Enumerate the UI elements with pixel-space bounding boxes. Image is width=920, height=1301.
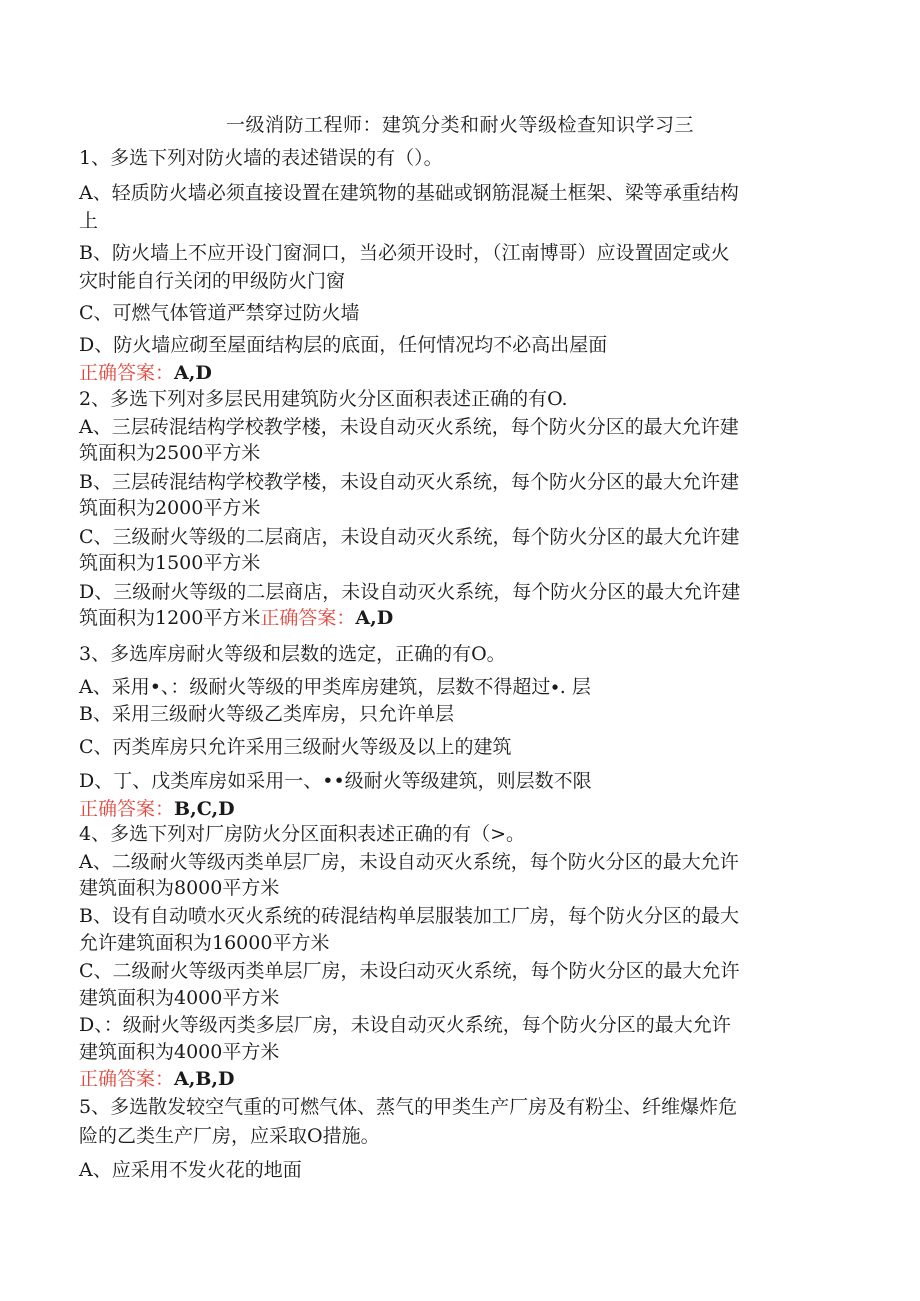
- question-2-stem: 2、多选下列对多层民用建筑防火分区面积表述正确的有O.: [79, 388, 568, 410]
- question-4-option-d-cont: 建筑面积为4000平方米: [79, 1041, 280, 1063]
- question-4-option-b: B、设有自动喷水灭火系统的砖混结构单层服装加工厂房，每个防火分区的最大: [79, 905, 739, 927]
- question-2-option-b: B、三层砖混结构学校教学楼，未设自动灭火系统，每个防火分区的最大允许建: [79, 471, 739, 493]
- question-1-option-c: C、可燃气体管道严禁穿过防火墙: [79, 302, 360, 324]
- question-4-answer: [79, 1067, 839, 1091]
- answer-value: A,B,D: [174, 1068, 235, 1090]
- question-2-option-d-cont: [79, 606, 839, 630]
- question-4-stem: 4、多选下列对厂房防火分区面积表述正确的有（>。: [79, 823, 526, 845]
- question-2-option-d-text: 筑面积为1200平方米: [79, 607, 261, 629]
- answer-label: 正确答案：: [79, 798, 175, 820]
- question-3-stem: 3、多选库房耐火等级和层数的选定，正确的有O。: [79, 643, 506, 665]
- question-2-option-a-cont: 筑面积为2500平方米: [79, 442, 261, 464]
- question-3-option-b: B、采用三级耐火等级乙类库房，只允许单层: [79, 703, 454, 725]
- question-1-option-a: A、轻质防火墙必须直接设置在建筑物的基础或钢筋混凝土框架、梁等承重结构: [79, 182, 739, 204]
- question-2-option-c-cont: 筑面积为1500平方米: [79, 552, 261, 574]
- question-5-stem-cont: 险的乙类生产厂房，应采取O措施。: [79, 1125, 380, 1147]
- answer-label: 正确答案：: [79, 1068, 175, 1090]
- question-1-option-b-cont: 灾时能自行关闭的甲级防火门窗: [79, 270, 346, 292]
- question-2-option-a: A、三层砖混结构学校教学楼，未设自动灭火系统，每个防火分区的最大允许建: [79, 416, 739, 438]
- question-4-option-b-cont: 允许建筑面积为16000平方米: [79, 932, 330, 954]
- answer-label: 正确答案：: [79, 362, 175, 384]
- answer-value: B,C,D: [174, 798, 235, 820]
- document-title: 一级消防工程师：建筑分类和耐火等级检查知识学习三: [225, 114, 694, 136]
- question-4-option-d: D、：级耐火等级丙类多层厂房，未设自动灭火系统，每个防火分区的最大允许: [79, 1014, 731, 1036]
- question-3-answer: [79, 797, 839, 821]
- answer-label: 正确答案：: [260, 607, 356, 629]
- question-1-answer: [79, 361, 839, 385]
- question-1-option-b: B、防火墙上不应开设门窗洞口，当必须开设时，（江南博哥）应设置固定或火: [79, 242, 730, 264]
- question-3-option-a: A、采用•、：级耐火等级的甲类库房建筑，层数不得超过∙. 层: [79, 676, 591, 698]
- question-2-option-b-cont: 筑面积为2000平方米: [79, 497, 261, 519]
- question-5-stem: 5、多选散发较空气重的可燃气体、蒸气的甲类生产厂房及有粉尘、纤维爆炸危: [79, 1096, 738, 1118]
- question-2-option-c: C、三级耐火等级的二层商店，未设自动灭火系统，每个防火分区的最大允许建: [79, 526, 740, 548]
- question-1-stem: 1、多选下列对防火墙的表述错误的有（）。: [79, 147, 443, 169]
- question-4-option-c-cont: 建筑面积为4000平方米: [79, 987, 280, 1009]
- question-1-option-a-cont: 上: [79, 210, 99, 232]
- question-3-option-c: C、丙类库房只允许采用三级耐火等级及以上的建筑: [79, 736, 512, 758]
- question-1-option-d: D、防火墙应砌至屋面结构层的底面，任何情况均不必高出屋面: [79, 334, 608, 356]
- question-4-option-a-cont: 建筑面积为8000平方米: [79, 877, 280, 899]
- question-3-option-d: D、丁、戊类库房如采用一、••级耐火等级建筑，则层数不限: [79, 770, 592, 792]
- question-4-option-a: A、二级耐火等级丙类单层厂房，未设自动灭火系统，每个防火分区的最大允许: [79, 851, 739, 873]
- question-5-option-a: A、应采用不发火花的地面: [79, 1159, 302, 1181]
- question-2-option-d: D、三级耐火等级的二层商店，未设自动灭火系统，每个防火分区的最大允许建: [79, 581, 741, 603]
- answer-value: A,D: [174, 362, 212, 384]
- answer-value: A,D: [355, 607, 394, 629]
- question-4-option-c: C、二级耐火等级丙类单层厂房，未设臼动灭火系统，每个防火分区的最大允许: [79, 960, 740, 982]
